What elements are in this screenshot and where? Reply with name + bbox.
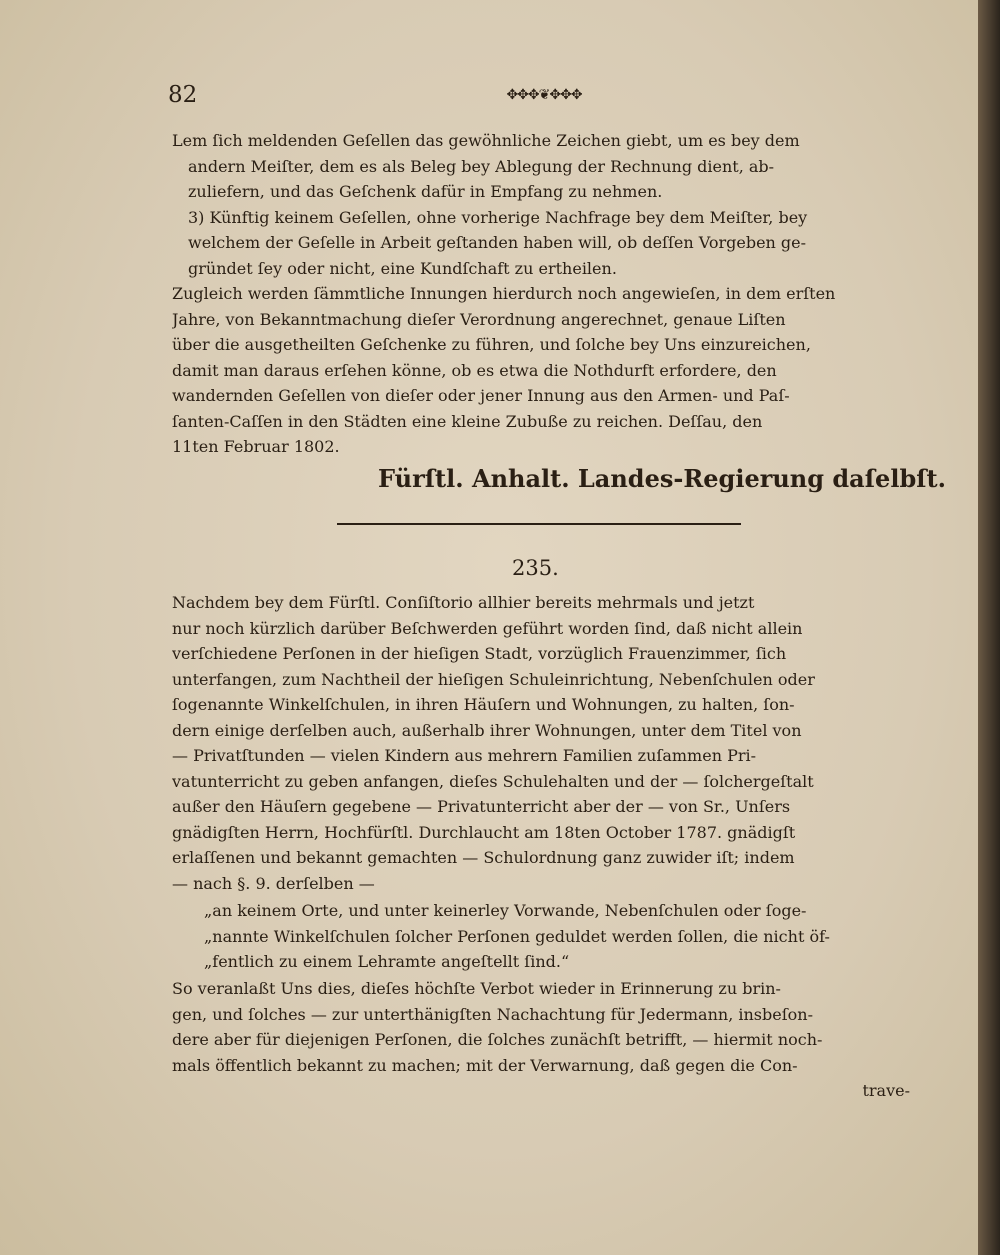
quote-line: „nannte Winkelſchulen ſolcher Perſonen geduldet werden ſollen, die nicht öf- — [204, 926, 830, 946]
text-line: gnädigſten Herrn, Hochfürſtl. Durchlaucht am 18ten October 1787. gnädigſt — [172, 822, 796, 842]
text-line: So veranlaßt Uns dies, dieſes höchſte Verbot wieder in Erinnerung zu brin- — [172, 979, 781, 998]
text-line: Zugleich werden ſämmtliche Innungen hierdurch noch angewieſen, in dem erſten — [172, 284, 836, 303]
text-line: Lem ſich meldenden Geſellen das gewöhnliche Zeichen giebt, um es bey dem — [172, 131, 800, 150]
quote-line: „fentlich zu einem Lehramte angeſtellt ſind.“ — [204, 952, 570, 971]
section-divider — [337, 523, 741, 525]
text-line: verſchiedene Perſonen in der hieſigen Stadt, vorzüglich Frauenzimmer, ſich — [172, 644, 787, 663]
header-ornament-icon: ✥✥✥❦✥✥✥ — [506, 87, 582, 103]
text-line: über die ausgetheilten Geſchenke zu führen, und ſolche bey Uns einzureichen, — [172, 335, 811, 354]
text-line: gründet ſey oder nicht, eine Kundſchaft zu ertheilen. — [188, 258, 617, 278]
text-line: unterfangen, zum Nachtheil der hieſigen Schuleinrichtung, Nebenſchulen oder — [172, 669, 815, 689]
catchword: trave- — [862, 1081, 910, 1100]
text-line: gen, und ſolches — zur unterthänigſten Nachachtung für Jedermann, insbeſon- — [172, 1004, 813, 1024]
page-number: 82 — [168, 82, 198, 108]
text-line: mals öffentlich bekannt zu machen; mit der Verwarnung, daß gegen die Con- — [172, 1055, 798, 1075]
text-line: damit man daraus erſehen könne, ob es etwa die Nothdurft erfordere, den — [172, 360, 777, 380]
text-line: dere aber für diejenigen Perſonen, die ſolches zunächſt betrifft, — hiermit noch- — [172, 1030, 823, 1049]
text-line: 11ten Februar 1802. — [172, 437, 340, 456]
quote-line: „an keinem Orte, und unter keinerley Vorwande, Nebenſchulen oder ſoge- — [204, 901, 807, 920]
text-line: Jahre, von Bekanntmachung dieſer Verordnung angerechnet, genaue Liſten — [172, 309, 786, 329]
text-line: — Privatſtunden — vielen Kindern aus mehrern Familien zuſammen Pri- — [172, 746, 757, 765]
text-line: wandernden Geſellen von dieſer oder jener Innung aus den Armen- und Paſ- — [172, 386, 790, 405]
text-line: erlaſſenen und bekannt gemachten — Schulordnung ganz zuwider iſt; indem — [172, 848, 795, 867]
text-line: andern Meiſter, dem es als Beleg bey Ablegung der Rechnung dient, ab- — [188, 156, 775, 176]
paragraph-1 — [172, 128, 910, 460]
text-line: zuliefern, und das Geſchenk dafür in Empfang zu nehmen. — [188, 182, 663, 201]
signature: Fürſtl. Anhalt. Landes-Regierung daſelbſt. — [378, 464, 946, 493]
text-line: ſogenannte Winkelſchulen, in ihren Häuſern und Wohnungen, zu halten, ſon- — [172, 695, 795, 714]
paragraph-2 — [172, 590, 910, 896]
text-line: — nach §. 9. derſelben — — [172, 873, 375, 893]
text-line: vatunterricht zu geben anfangen, dieſes Schulehalten und der — ſolchergeſtalt — [172, 771, 814, 791]
text-line: ſanten-Caſſen in den Städten eine kleine Zubuße zu reichen. Deſſau, den — [172, 411, 763, 431]
quote — [172, 898, 910, 975]
text-line: nur noch kürzlich darüber Beſchwerden geführt worden ſind, daß nicht allein — [172, 618, 803, 638]
section-number: 235. — [512, 556, 559, 580]
paragraph-3 — [172, 976, 910, 1104]
book-gutter — [978, 0, 1000, 1255]
text-line: welchem der Geſelle in Arbeit geſtanden haben will, ob deſſen Vorgeben ge- — [188, 233, 807, 252]
text-line: außer den Häuſern gegebene — Privatunterricht aber der — von Sr., Unſers — [172, 797, 791, 816]
text-line: 3) Künftig keinem Geſellen, ohne vorherige Nachfrage bey dem Meiſter, bey — [188, 207, 808, 227]
text-line: dern einige derſelben auch, außerhalb ihrer Wohnungen, unter dem Titel von — [172, 720, 802, 740]
text-line: Nachdem bey dem Fürſtl. Conſiſtorio allhier bereits mehrmals und jetzt — [172, 593, 755, 612]
